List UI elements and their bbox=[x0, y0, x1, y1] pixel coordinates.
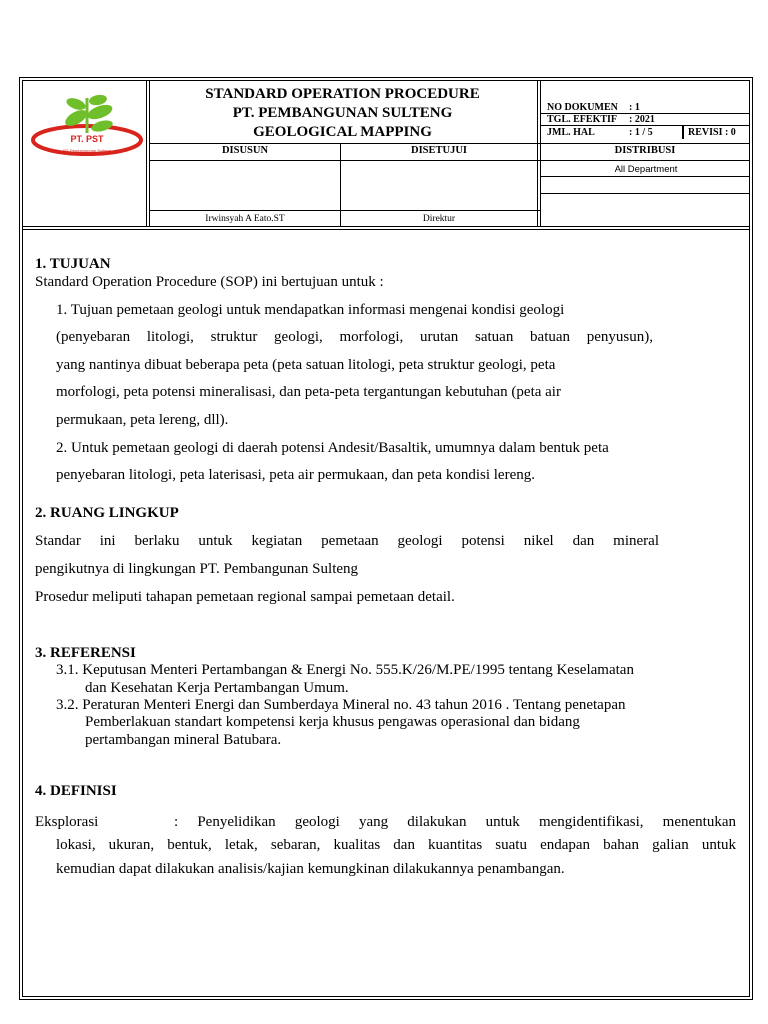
referensi-1-line1: 3.1. Keputusan Menteri Pertambangan & Energi No. 555.K/26/M.PE/1995 tentang Keselamatan bbox=[56, 662, 634, 678]
company-logo bbox=[28, 90, 146, 162]
logo-text: PT. PST bbox=[70, 134, 104, 144]
tujuan-item1-line3: yang nantinya dibuat beberapa peta (peta satuan litologi, peta struktur geologi, peta bbox=[56, 357, 556, 373]
tujuan-item2-line1: 2. Untuk pemetaan geologi di daerah potensi Andesit/Basaltik, umumnya dalam bentuk peta bbox=[56, 440, 609, 456]
ruang-line1: Standar ini berlaku untuk kegiatan pemetaan geologi potensi nikel dan mineral bbox=[35, 533, 659, 549]
title-line-1: STANDARD OPERATION PROCEDURE bbox=[205, 86, 480, 102]
column-distribusi: DISTRIBUSI bbox=[614, 145, 676, 156]
logo-subtext: PT. Pembangunan Sulteng bbox=[63, 148, 111, 153]
tujuan-item1-line1: 1. Tujuan pemetaan geologi untuk mendapatkan informasi mengenai kondisi geologi bbox=[56, 302, 565, 318]
section-tujuan-heading: 1. TUJUAN bbox=[35, 256, 111, 272]
meta-no-dokumen: NO DOKUMEN : 1 bbox=[547, 102, 640, 113]
referensi-2-line3: pertambangan mineral Batubara. bbox=[85, 732, 282, 748]
disusun-name: Irwinsyah A Eato.ST bbox=[205, 214, 285, 224]
ruang-line3: Prosedur meliputi tahapan pemetaan regional sampai pemetaan detail. bbox=[35, 589, 455, 605]
referensi-2-line2: Pemberlakuan standart kompetensi kerja khusus pengawas operasional dan bidang bbox=[85, 714, 580, 730]
tujuan-intro: Standard Operation Procedure (SOP) ini bertujuan untuk : bbox=[35, 274, 384, 290]
tujuan-item2-line2: penyebaran litologi, peta laterisasi, peta air permukaan, dan peta kondisi lereng. bbox=[56, 467, 535, 483]
meta-jml-hal: JML. HAL : 1 / 5 bbox=[547, 127, 653, 138]
section-referensi-heading: 3. REFERENSI bbox=[35, 645, 136, 661]
definisi-line3: kemudian dapat dilakukan analisis/kajian kemungkinan dilakukannya penambangan. bbox=[56, 861, 565, 877]
tujuan-item1-line4: morfologi, peta potensi mineralisasi, dan peta-peta tergantungan kebutuhan (peta air bbox=[56, 384, 561, 400]
referensi-1-line2: dan Kesehatan Kerja Pertambangan Umum. bbox=[85, 680, 349, 696]
definisi-line2: lokasi, ukuran, bentuk, letak, sebaran, kualitas dan kuantitas suatu endapan bahan galian untuk bbox=[56, 837, 736, 853]
title-line-3: GEOLOGICAL MAPPING bbox=[253, 124, 432, 140]
definisi-term: Eksplorasi bbox=[35, 814, 99, 830]
definisi-line1: : Penyelidikan geologi yang dilakukan untuk mengidentifikasi, menentukan bbox=[174, 814, 736, 830]
distribusi-value: All Department bbox=[614, 164, 678, 175]
meta-revisi: REVISI : 0 bbox=[688, 127, 736, 138]
meta-tgl-efektif: TGL. EFEKTIF : 2021 bbox=[547, 114, 655, 125]
column-disetujui: DISETUJUI bbox=[410, 145, 468, 156]
ruang-line2: pengikutnya di lingkungan PT. Pembangunan Sulteng bbox=[35, 561, 359, 577]
section-ruang-heading: 2. RUANG LINGKUP bbox=[35, 505, 179, 521]
disetujui-name: Direktur bbox=[422, 214, 456, 224]
title-line-2: PT. PEMBANGUNAN SULTENG bbox=[232, 105, 453, 121]
section-definisi-heading: 4. DEFINISI bbox=[35, 783, 117, 799]
column-disusun: DISUSUN bbox=[221, 145, 269, 156]
tujuan-item1-line5: permukaan, peta lereng, dll). bbox=[56, 412, 229, 428]
tujuan-item1-line2: (penyebaran litologi, struktur geologi, morfologi, urutan satuan batuan penyusun), bbox=[56, 329, 653, 345]
referensi-2-line1: 3.2. Peraturan Menteri Energi dan Sumberdaya Mineral no. 43 tahun 2016 . Tentang penetapan bbox=[56, 697, 626, 713]
